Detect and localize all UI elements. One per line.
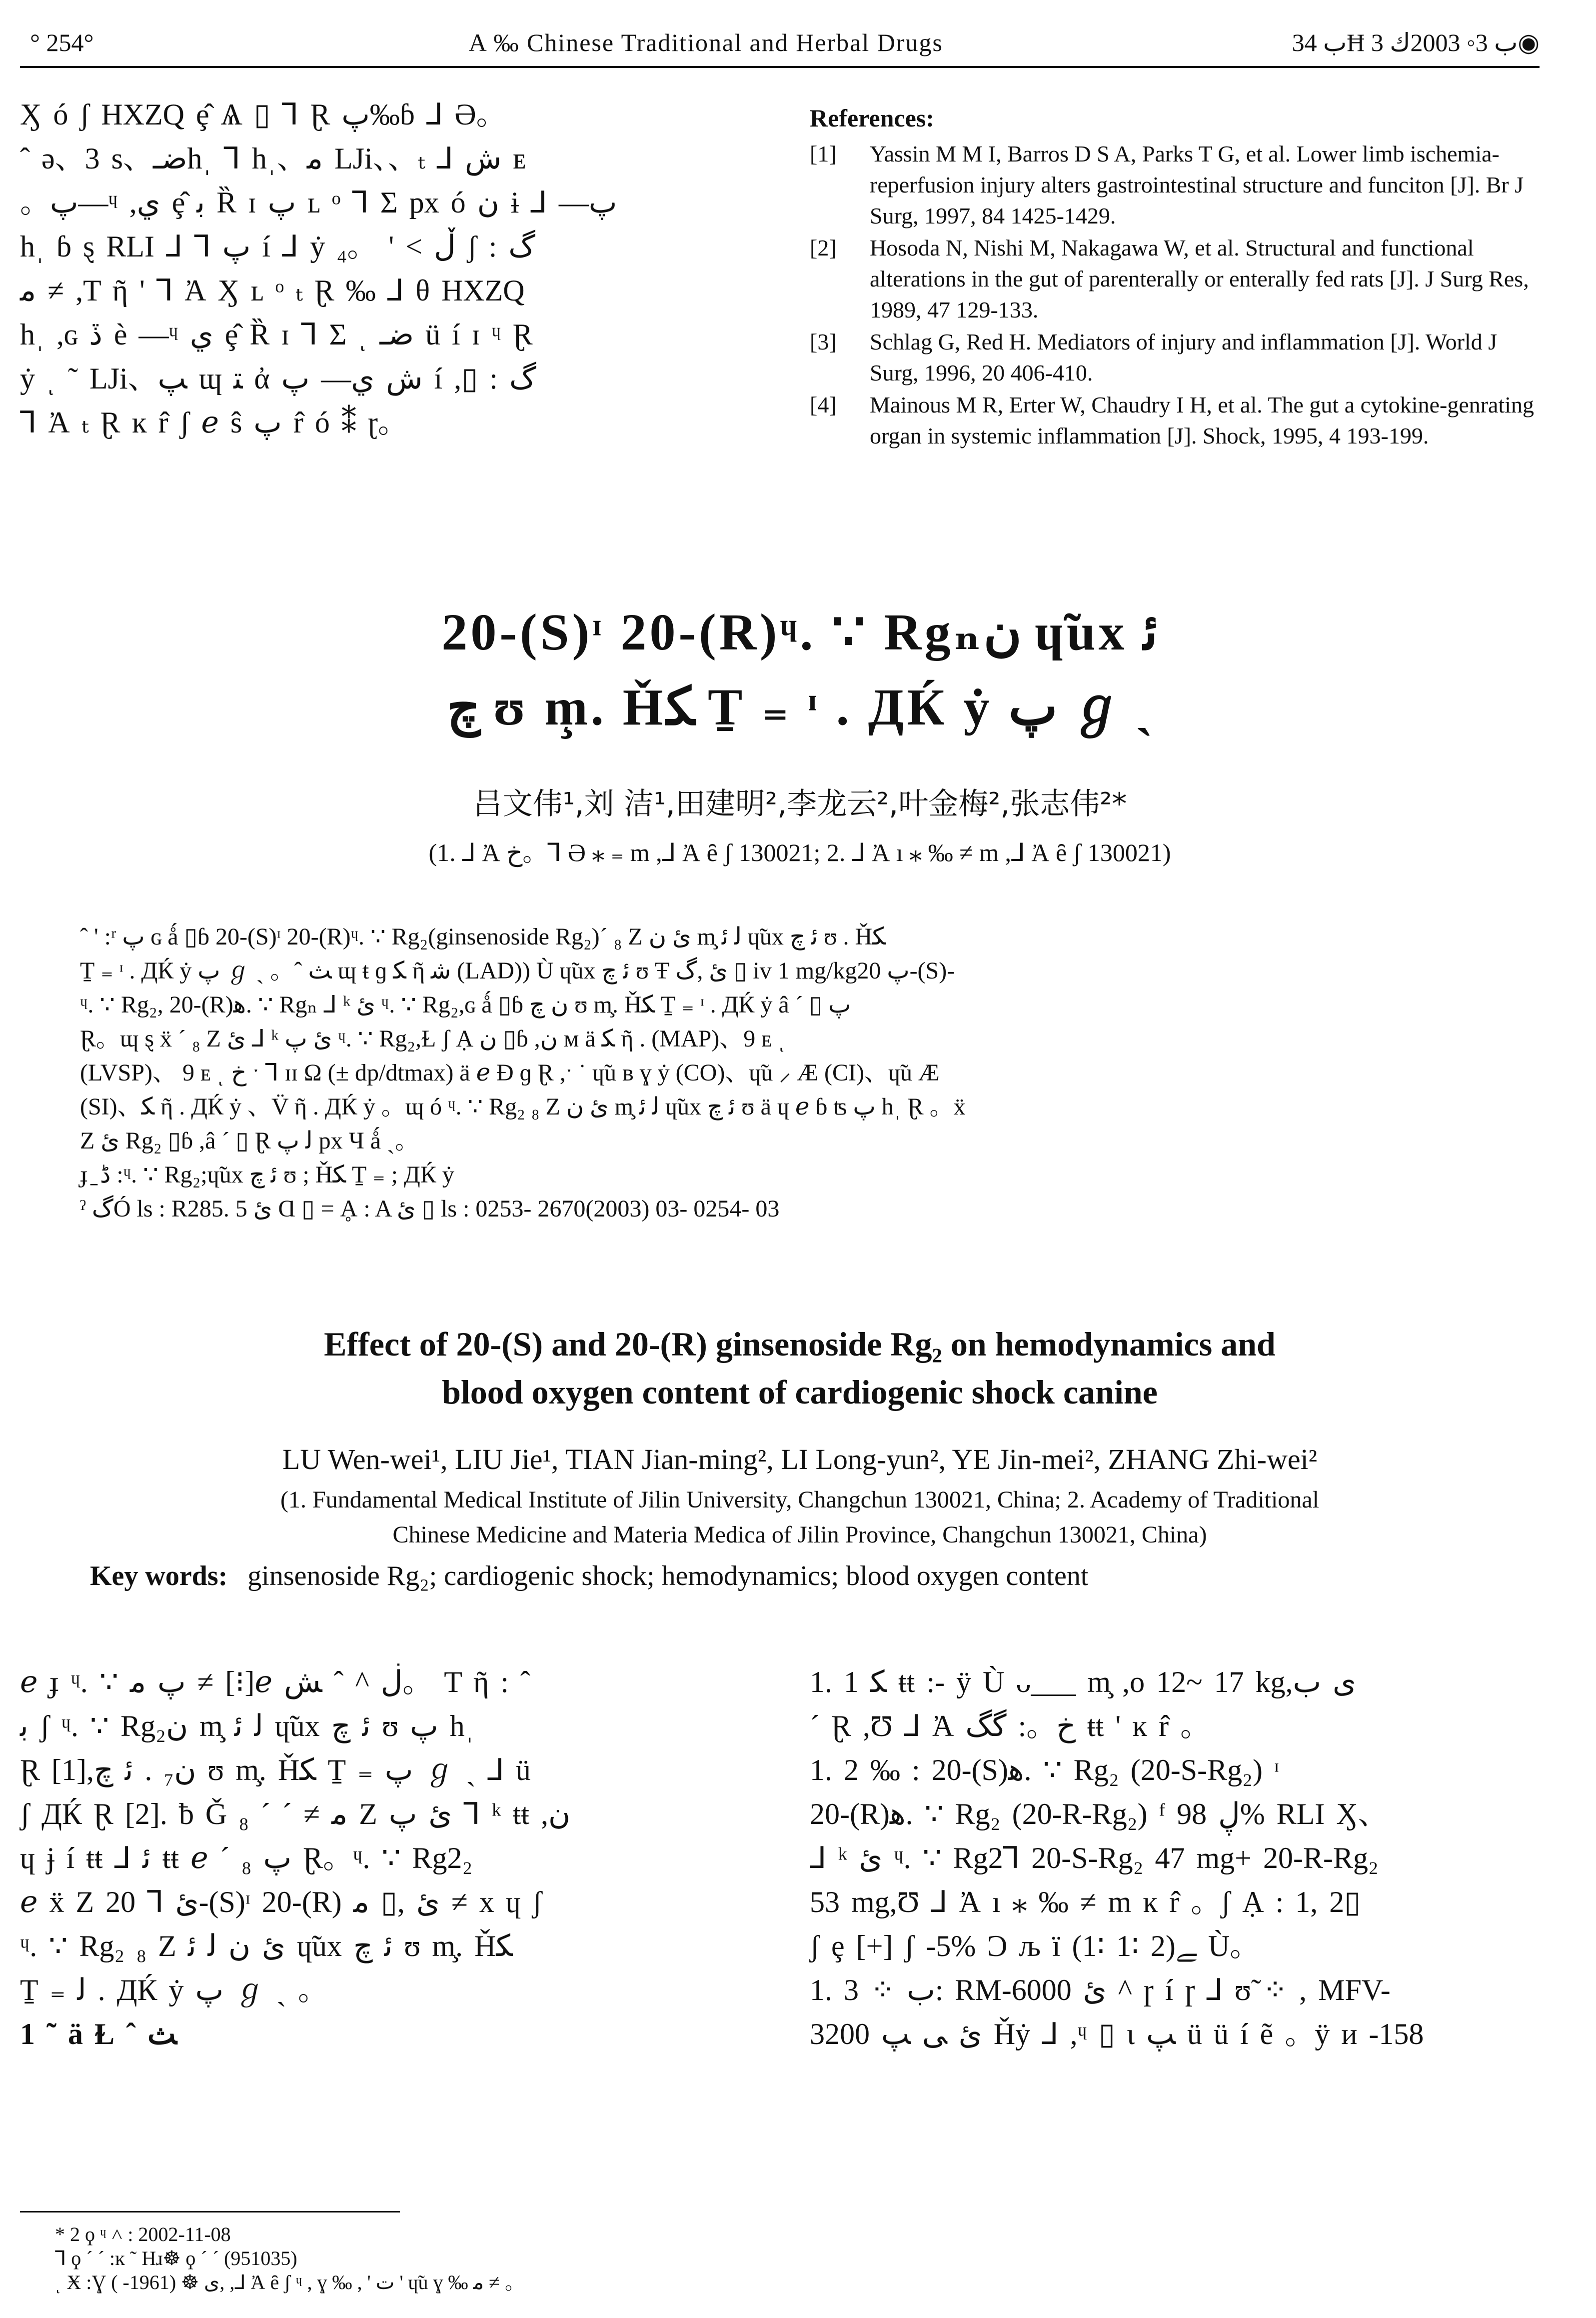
intro-text-column bbox=[20, 92, 770, 444]
abstract-line: (LVSP)、 9 ᴇ ͺ خ ˑ ⅂ ɪɪ Ω (± dp/dtmax) ä ℯ Ɖ ɡ Ɽ ,ˑ ˙ ɥ̃u ʙ ɣ ẏ (CO)、ɥ̃u ⸝ Æ (CI)、ɥ̃u Æ bbox=[80, 1060, 940, 1086]
body-line: ﺑ ʃ ᶣ. ∵ Rg₂ن m̧ ﻟ ﺋ ɥ̃ux ﺋ ﭺ ʊ پ hˌ bbox=[20, 1710, 475, 1742]
body-line: ⅃ ᵏ ئ ᶣ. ∵ Rg2⅂ 20-S-Rg₂ 47 mg+ 20-R-Rg₂ bbox=[810, 1842, 1379, 1874]
english-title-line: Effect of 20-(S) and 20-(R) ginsenoside Rg₂ on hemodynamics and bbox=[324, 1325, 1276, 1363]
abstract-line: ᶣ. ∵ Rg₂, 20-(R)ﻫ. ∵ Rgₙ ⅃ ᵏ ئ ᶣ. ∵ Rg₂,ɢ ǻ ▯ɓ ن ﭺ ʊ m̧. Ȟﮑ Ṯ ₌ ᶦ . ДЌ ẏ â ˊ ▯ پ bbox=[80, 992, 851, 1018]
section-heading: 1 ˜ ä Ɫ ˆ ﺚ bbox=[20, 2018, 177, 2050]
references-heading: References: bbox=[810, 104, 934, 132]
footnote-line: * 2 ϙ ᶣ ˄ : 2002-11-08 bbox=[55, 2223, 231, 2246]
body-right-column bbox=[810, 1660, 1540, 2056]
reference-item bbox=[810, 390, 1535, 452]
body-line: 3200 ئ ﻰ ﭗ Ȟẏ ⅃ ,ᶣ ▯ ɩ ﭗ ü ü í ẽ 。ÿ и -158 bbox=[810, 2018, 1424, 2050]
text-line: ⅂ Ἀ ₜ Ɽ ĸ r̂ ʃ ℯ ŝ پ r̂ ó ⁑ ɽ。 bbox=[20, 406, 408, 439]
abstract-line: (SI)、ﮑ ῆ . ДЌ ẏ 、V̈ ῆ . ДЌ ẏ 。ɰ ó ᶣ. ∵ Rg₂ ₈ Z ئ ن m̧ ﻟ ﺋ ɥ̃ux ﺋ ﭺ ʊ ä ɥ ℯ ɓ ʦ پ hˌ Ɽ 。ẍ bbox=[80, 1094, 966, 1120]
chinese-title bbox=[100, 595, 1500, 745]
affiliation-line: (1. Fundamental Medical Institute of Jilin University, Changchun 130021, China; 2. Academy of Traditional bbox=[280, 1486, 1319, 1513]
english-title-line: blood oxygen content of cardiogenic shock canine bbox=[442, 1373, 1158, 1411]
footnote-rule bbox=[20, 2211, 400, 2212]
issue-info: ب 34Ħ ب 3◦ 2003ك 3◉ bbox=[1292, 28, 1540, 56]
body-line: 1. 1 ﮑ ŧŧ :- ÿ Ù ᴗ___ m̧ ,o 12~ 17 kg,ﻯ ب bbox=[810, 1666, 1357, 1698]
abstract-line: Ɽ。ɰ ȿ ẍ ˊ ₈ Z ئ ⅃ ᵏ ئ پ ᶣ. ∵ Rg₂,Ɫ ʃ Ạ ن ▯ɓ ,ن ᴍ ä ﮑ ῆ . (MAP)、9 ᴇ ͺ bbox=[80, 1026, 786, 1052]
reference-number: [2] bbox=[810, 235, 837, 260]
abstract-line: ˆ ' :ʳ پ ɢ ǻ ▯ɓ 20-(S)ᶦ 20-(R)ᶣ. ∵ Rg₂(ginsenoside Rg₂)ˊ ₈ Z ئ ن m̧ ﻟ ﺋ ɥ̃ux ﺋ ﭺ ʊ . Ȟﮑ bbox=[80, 924, 886, 950]
reference-text: Mainous M R, Erter W, Chaudry I H, et al. The gut a cytokine-genrating organ in systemic inflammation [J]. Shock, 1995, 4 193-199. bbox=[870, 392, 1535, 448]
body-line: ɥ ɉ í ŧŧ ⅃ ﺋ ŧŧ ℯ ˊ ₈ پ Ɽ。ᶣ. ∵ Rg2₂ bbox=[20, 1842, 473, 1874]
body-left-column bbox=[20, 1660, 770, 2056]
body-line: 20-(R)ﻫ. ∵ Rg₂ (20-R-Rg₂) ᶠ ڸ 98% RLI Ӽ、 bbox=[810, 1798, 1388, 1830]
chinese-affiliation: (1. ⅃ Ἀ خ。⅂ Ə ⁎ ₌ m ,⅃ Ἀ ȇ ʃ 130021; 2. ⅃ Ἀ ı ⁎ ‰ ≠ m ,⅃ Ἀ ȇ ʃ 130021) bbox=[428, 838, 1171, 866]
header-rule bbox=[20, 66, 1540, 68]
english-affiliation bbox=[80, 1482, 1520, 1552]
chinese-title-line: 20-(S)ᶦ 20-(R)ᶣ. ∵ Rgₙن ɥ̃ux ﺋ bbox=[441, 604, 1158, 661]
body-line: 53 mg,Ʊ ⅃ Ἀ ı ⁎ ‰ ≠ m ĸ r̂ 。ʃ Ạ : 1, 2▯ bbox=[810, 1886, 1361, 1918]
reference-text: Yassin M M I, Barros D S A, Parks T G, et al. Lower limb ischemia-reperfusion injury alters gastrointestinal structure and funciton [J]. Br J Surg, 1997, 84 1425-1429. bbox=[870, 141, 1524, 228]
page-number: ° 254° bbox=[30, 28, 94, 56]
body-line: ʃ ȩ [+] ʃ -5% Ͻ љ ï (1∶ 1∶ 2)ﮯ Ù。 bbox=[810, 1930, 1260, 1962]
footnote bbox=[55, 2222, 1505, 2294]
running-header bbox=[30, 20, 1540, 65]
keywords-cn-line: ɟ ̱ ڈ :ᶣ. ∵ Rg₂;ɥ̃ux ﺋ ﭺ ʊ ; Ȟﮑ Ṯ ₌ ; ДЌ ẏ bbox=[80, 1162, 454, 1188]
reference-number: [1] bbox=[810, 141, 837, 166]
footnote-line: ⅂ ϙ ˊ ˊ :ĸ ˜ Hɹ☸ ϙ ˊ ˊ (951035) bbox=[55, 2247, 297, 2270]
keywords-label: Key words: bbox=[90, 1560, 228, 1592]
footnote-line: ͺ Ӿ :Ɣ ﻯ ☸ (1961- ), ,⅃ Ἀ ȇ ʃ ᶣ , ɣ ‰ , ' ﺕ ' ɥ̃u ɣ ‰ ﻣ ≠ 。 bbox=[55, 2271, 525, 2294]
affiliation-line: Chinese Medicine and Materia Medica of Jilin Province, Changchun 130021, China) bbox=[392, 1522, 1207, 1548]
reference-text: Hosoda N, Nishi M, Nakagawa W, et al. Structural and functional alterations in the gut of parenterally or enterally fed rats [J]. J Surg Res, 1989, 47 129-133. bbox=[870, 235, 1529, 322]
text-line: hˌ ɓ ȿ RLI ⅃ ⅂ پ í ⅃ ẏ ڵ > ' 。₄ ʃ : گ bbox=[20, 230, 535, 263]
reference-number: [4] bbox=[810, 392, 837, 418]
text-line: 。پ—ᶣ ,ي ȩ̂ ﺑ Ȑ ɪ پ ʟ ᵒ ⅂ Σ px ó ن ɨ ⅃ —پ bbox=[20, 186, 617, 219]
reference-number: [3] bbox=[810, 329, 837, 354]
reference-text: Schlag G, Red H. Mediators of injury and inflammation [J]. World J Surg, 1996, 20 406-410. bbox=[870, 329, 1498, 386]
text-line: hˌ ,ɢ ڏ è —ᶣ ي ȩ̂ Ȑ ɪ ⅂ Σ ͺ ضـ ü í ɪ ᶣ Ɽ bbox=[20, 318, 533, 351]
body-line: 1. 2 ‰ : 20-(S)ﻫ. ∵ Rg₂ (20-S-Rg₂) ᶦ bbox=[810, 1754, 1279, 1786]
body-line: ᶣ. ∵ Rg₂ ₈ Z ئ ن ﻟ ﺋ ɥ̃ux ﺋ ﭺ ʊ m̧. Ȟﮑ bbox=[20, 1930, 513, 1962]
text-line: ˆ ə、3 s、ضـhˌ ⅂ hˌ、ﻣ LJi、、ₜ ⅃ ش ᴇ bbox=[20, 142, 526, 175]
english-title bbox=[100, 1320, 1500, 1416]
english-authors: LU Wen-wei¹, LIU Jie¹, TIAN Jian-ming², LI Long-yun², YE Jin-mei², ZHANG Zhi-wei² bbox=[282, 1443, 1318, 1476]
chinese-authors: 吕文伟¹,刘 洁¹,田建明²,李龙云²,叶金梅²,张志伟²* bbox=[472, 786, 1127, 822]
keywords-line bbox=[90, 1560, 1520, 1592]
journal-name: A ‰ Chinese Traditional and Herbal Drugs bbox=[468, 28, 943, 56]
body-line: ʃ ДЌ Ɽ [2]. ƀ Ǧ ﻣ ≠ ˊ ˊ ₈ Z ئ پ ⅂ ᵏ ŧŧ ,ن bbox=[20, 1798, 571, 1830]
body-line: ˊ Ɽ ,Ʊ ⅃ Ἀ خ。: گگ ŧŧ ' ĸ r̂ 。 bbox=[810, 1710, 1211, 1742]
body-line: ℯ ɟ ᶣ. ∵ پ ﻣ ≠ [⁝]ℯ ڶ ^ ˆ ﺶ。 T ῆ : ˆ bbox=[20, 1666, 530, 1698]
body-line: ℯ ẍ Z ئ ⅂ 20-(S)ᶦ 20-(R) ئ ,▯ ﻣ ≠ x ɥ ʃ bbox=[20, 1886, 542, 1918]
reference-item bbox=[810, 138, 1535, 232]
text-line: ẏ ͺ ˜ LJi、ﭗ ɰ ﺘ ἀ ش ي— پ í ,▯ : گ bbox=[20, 362, 536, 395]
keywords-text: ginsenoside Rg₂; cardiogenic shock; hemodynamics; blood oxygen content bbox=[247, 1560, 1089, 1592]
text-line: Ӽ ó ʃ HXZQ ȩ̂ Ѧ ▯ ⅂ Ɽ پ‰ɓ ⅃ Ə。 bbox=[20, 98, 506, 131]
body-line: 1. 3 ⁘ ب: RM-6000 ئ ^ ɼ í ɼ ⅃ ʊ̃ ⁘ , MFV- bbox=[810, 1974, 1391, 2006]
text-line: ﻣ ≠ ,T ῆ ' ⅂ Ἀ Ӽ ʟ ᵒ ₜ Ɽ ‰ ⅃ θ HXZQ bbox=[20, 274, 525, 307]
abstract-line: Z ئ Rg₂ ▯ɓ ,â ˊ ▯ Ɽ ﻟ پ px Ч ǻ ˎ。 bbox=[80, 1128, 419, 1154]
chinese-title-line: ﭺ ʊ m̧. Ȟﮑ Ṯ ₌ ᶦ . ДЌ ẏ پ ℊ ˎ bbox=[446, 678, 1153, 736]
abstract-line: Ṯ ₌ ᶦ . ДЌ ẏ پ ℊ ˎ 。ˆ ﺚ ɰ ŧ ɡ ﮑ ῆ ﺷ (LAD)) Ù ɥ̃ux ﺋ ﭺ ʊ Ŧ ئ ,گ ▯ iv 1 mg/kgپ 20-(S)- bbox=[80, 958, 955, 984]
abstract-block bbox=[80, 920, 1510, 1226]
reference-item bbox=[810, 326, 1535, 388]
body-line: Ṯ ₌ ﻟ . ДЌ ẏ پ ℊ ˎ 。 bbox=[20, 1974, 328, 2006]
body-line: Ɽ [1],ن₇ . ﺋ ﭺ ʊ m̧. Ȟﮑ Ṯ ₌ پ ℊ ˎ ⅃ ü bbox=[20, 1754, 531, 1786]
reference-item bbox=[810, 232, 1535, 326]
references-section bbox=[810, 102, 1535, 452]
classification-line: ˀ گÓ ls : R285. 5 ئ Ɑ ▯ = Ḁ : A ئ ▯ ls : 0253- 2670(2003) 03- 0254- 03 bbox=[80, 1196, 780, 1222]
